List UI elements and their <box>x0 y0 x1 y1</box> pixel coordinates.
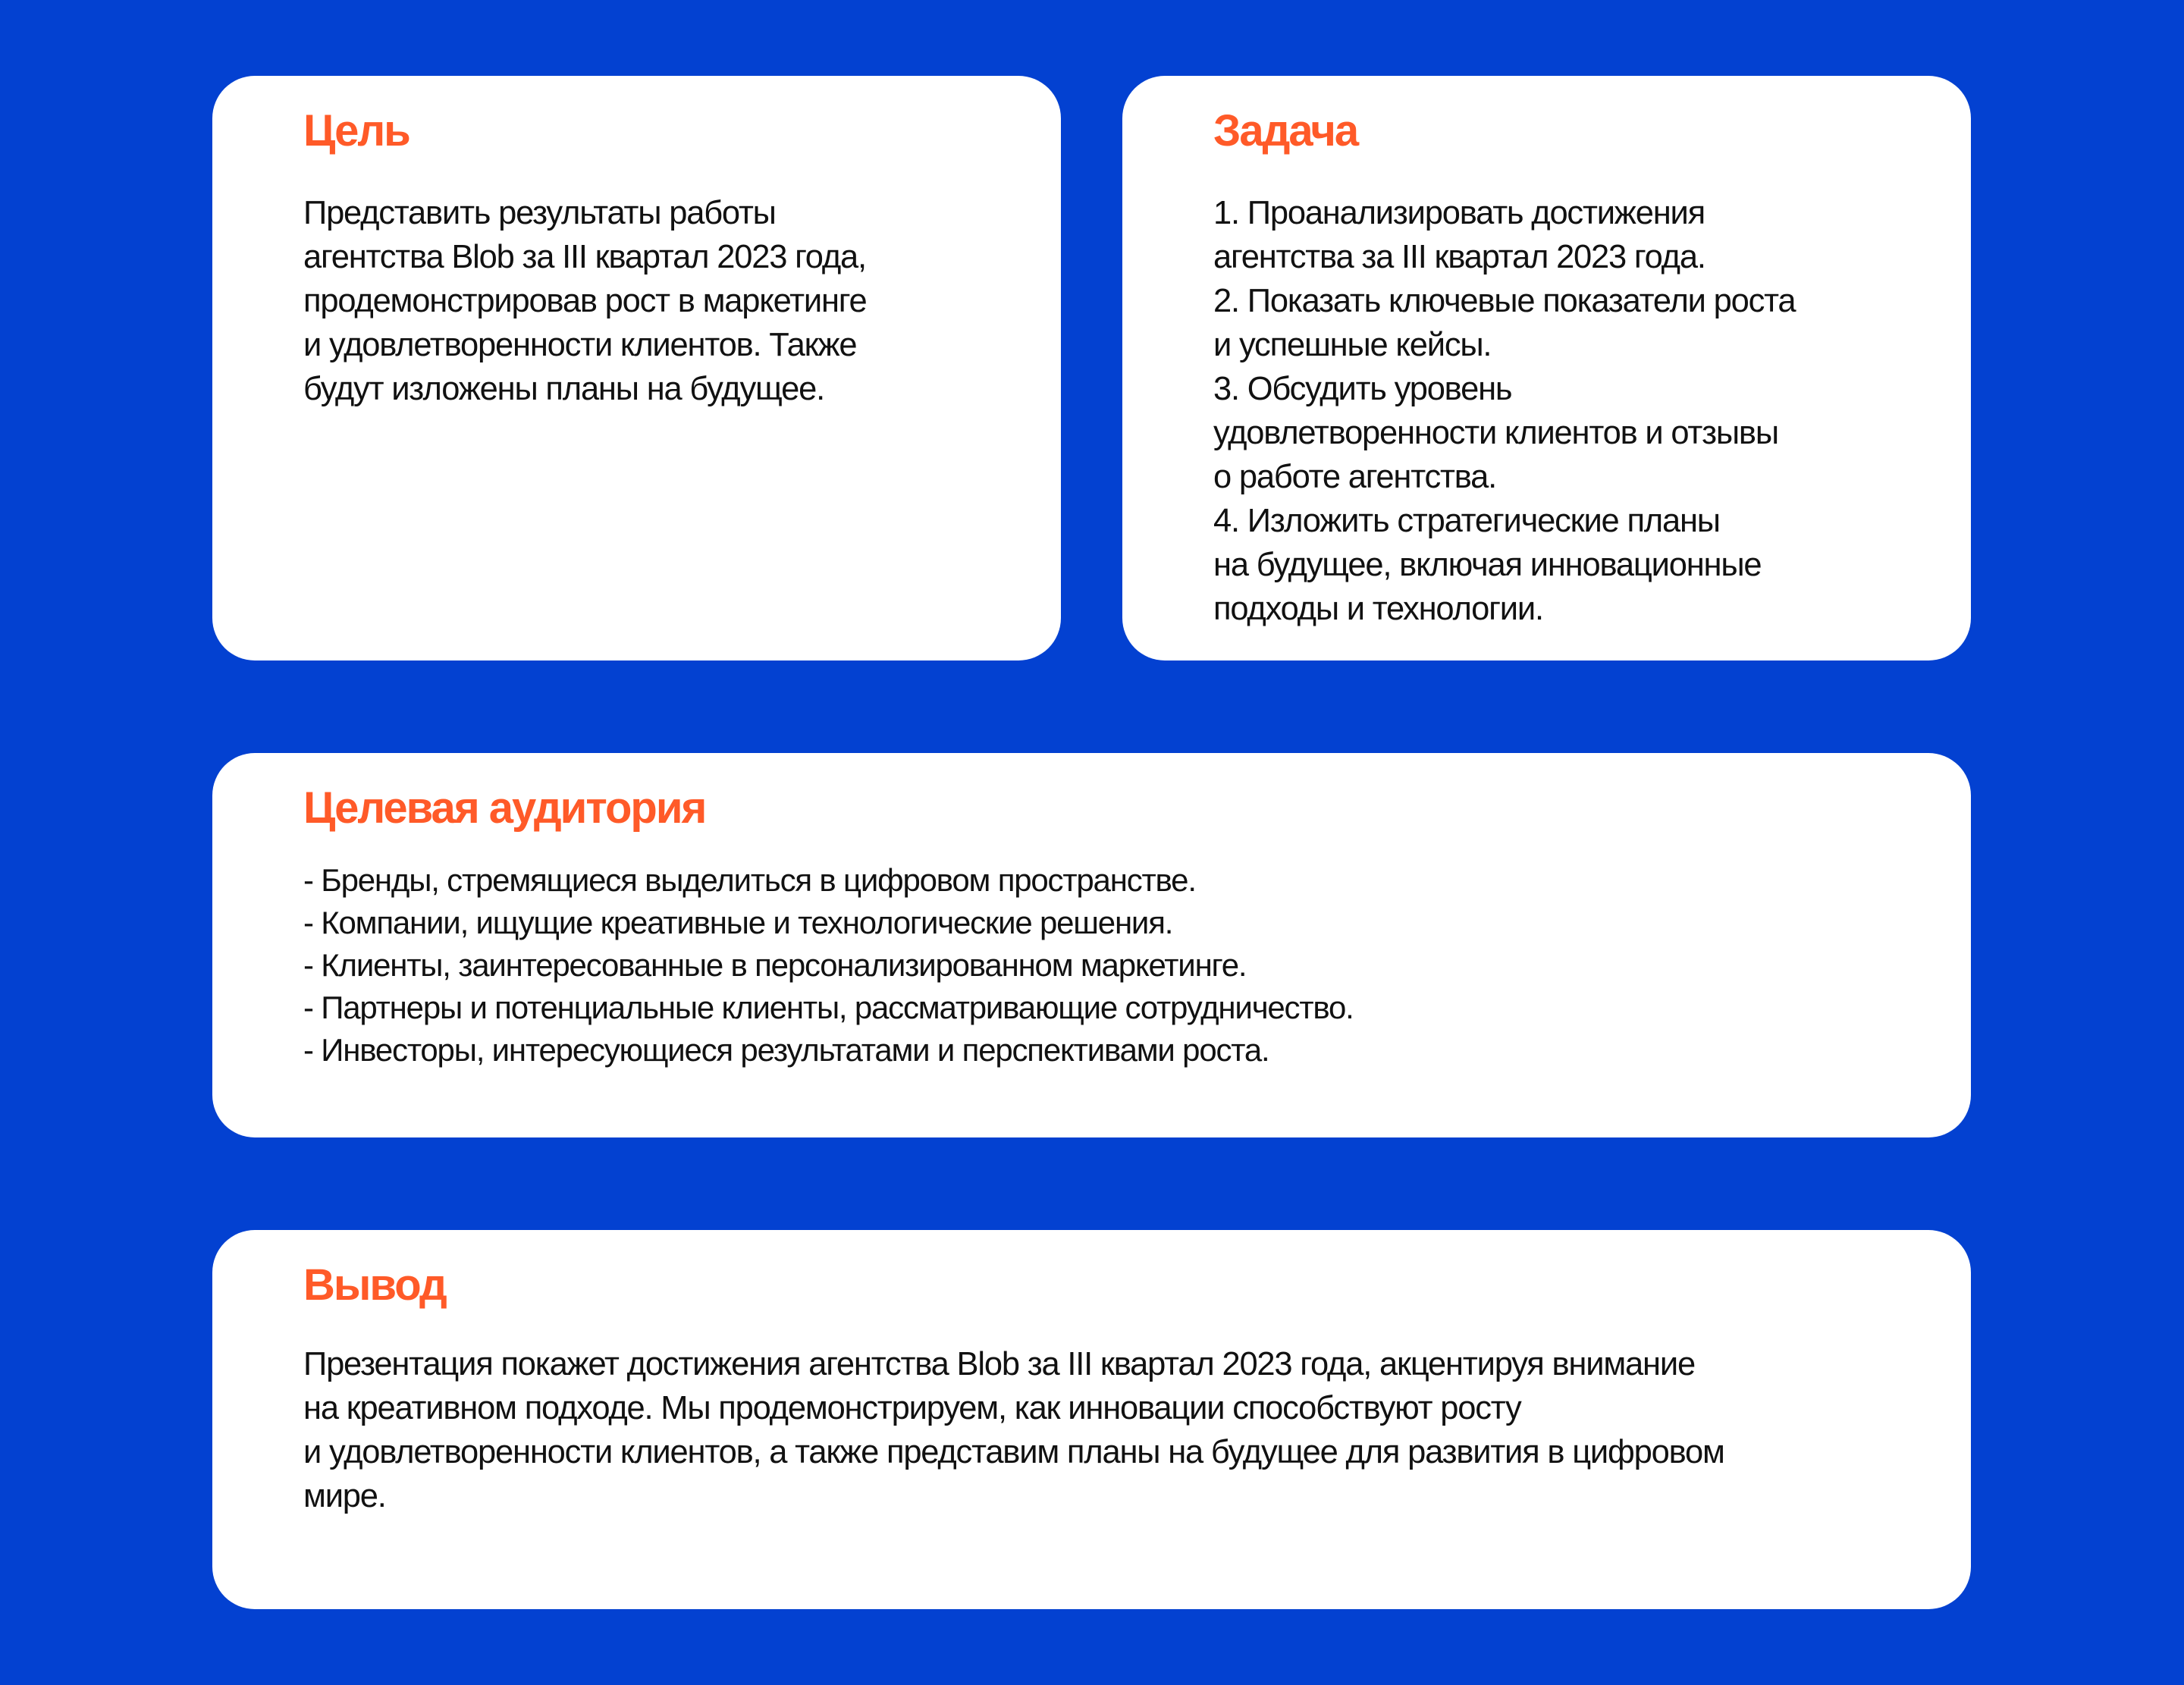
conclusion-line: на креативном подходе. Мы продемонстрируем, как инновации способствуют росту <box>303 1390 1521 1426</box>
conclusion-line: и удовлетворенности клиентов, а также представим планы на будущее для развития в цифровом <box>303 1434 1724 1470</box>
audience-line: - Инвесторы, интересующиеся результатами и перспективами роста. <box>303 1032 1269 1068</box>
conclusion-line: мире. <box>303 1478 386 1514</box>
goal-line: продемонстрировав рост в маркетинге <box>303 283 867 319</box>
task-line: 3. Обсудить уровень <box>1213 371 1512 407</box>
conclusion-title: Вывод <box>303 1260 446 1310</box>
goal-line: агентства Blob за III квартал 2023 года, <box>303 239 866 275</box>
goal-line: Представить результаты работы <box>303 195 776 231</box>
audience-text <box>303 859 1354 1072</box>
goal-line: и удовлетворенности клиентов. Также <box>303 327 857 363</box>
goal-card <box>212 76 1061 661</box>
task-line: на будущее, включая инновационные <box>1213 547 1762 583</box>
task-line: агентства за III квартал 2023 года. <box>1213 239 1705 275</box>
task-card <box>1122 76 1971 661</box>
conclusion-text <box>303 1342 1724 1518</box>
task-line: подходы и технологии. <box>1213 591 1543 627</box>
goal-line: будут изложены планы на будущее. <box>303 371 824 407</box>
task-text <box>1213 191 1795 631</box>
audience-line: - Партнеры и потенциальные клиенты, рассматривающие сотрудничество. <box>303 990 1354 1025</box>
audience-card <box>212 753 1971 1137</box>
audience-line: - Клиенты, заинтересованные в персонализированном маркетинге. <box>303 947 1247 983</box>
task-line: 1. Проанализировать достижения <box>1213 195 1705 231</box>
conclusion-card <box>212 1230 1971 1609</box>
task-line: и успешные кейсы. <box>1213 327 1492 363</box>
goal-title: Цель <box>303 106 410 155</box>
goal-text <box>303 191 867 411</box>
task-line: 4. Изложить стратегические планы <box>1213 503 1720 539</box>
task-line: удовлетворенности клиентов и отзывы <box>1213 415 1778 451</box>
conclusion-line: Презентация покажет достижения агентства Blob за III квартал 2023 года, акцентируя внимание <box>303 1346 1695 1382</box>
task-title: Задача <box>1213 106 1358 155</box>
task-line: 2. Показать ключевые показатели роста <box>1213 283 1796 319</box>
audience-line: - Бренды, стремящиеся выделиться в цифровом пространстве. <box>303 862 1196 898</box>
task-line: о работе агентства. <box>1213 459 1497 495</box>
audience-line: - Компании, ищущие креативные и технологические решения. <box>303 905 1173 940</box>
audience-title: Целевая аудитория <box>303 783 706 833</box>
